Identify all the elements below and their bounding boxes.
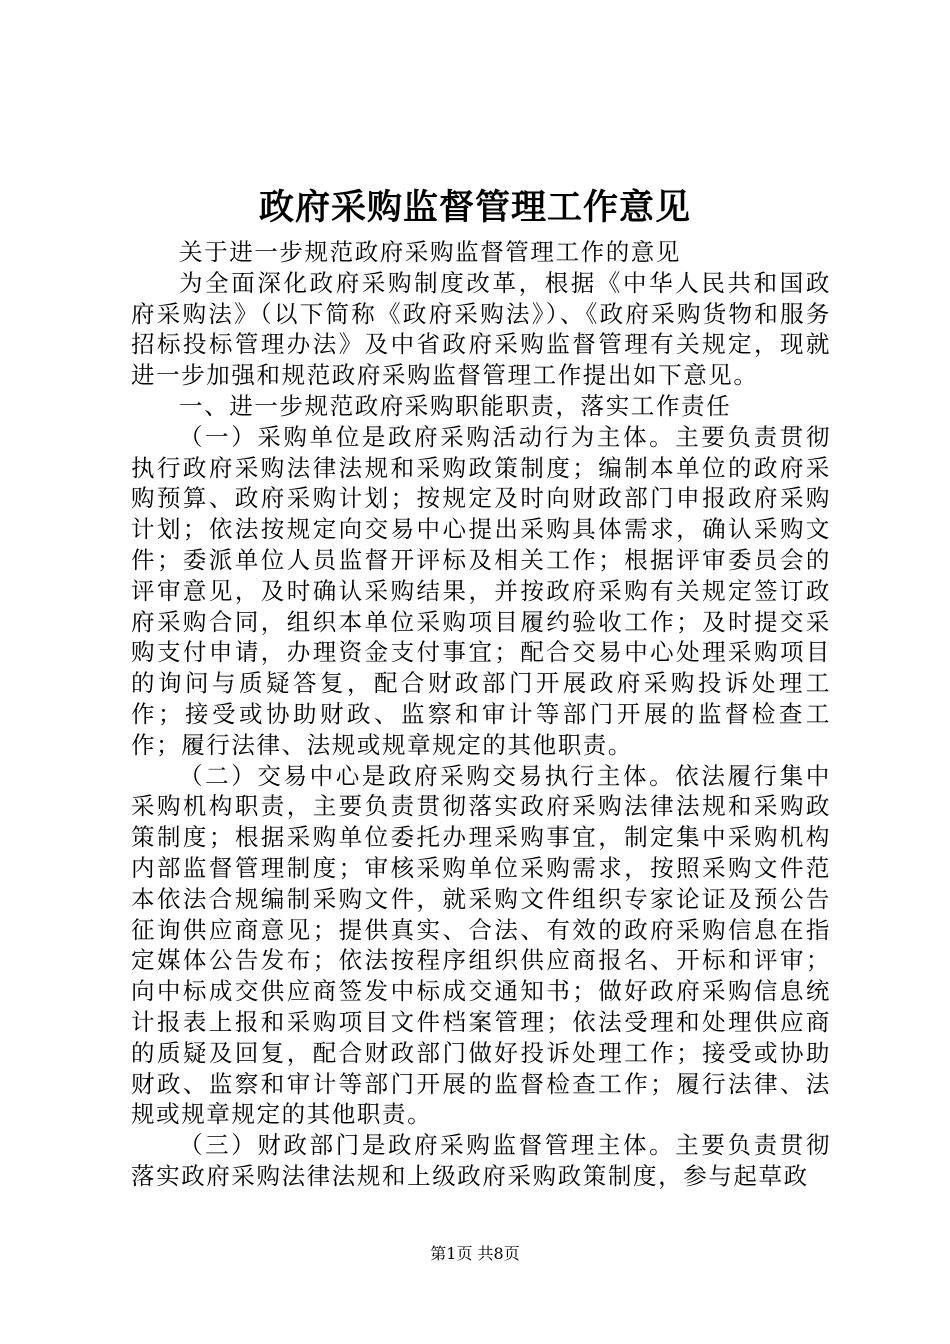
page-footer: 第1页 共8页 xyxy=(430,1244,520,1263)
paragraph-subtitle: 关于进一步规范政府采购监督管理工作的意见 xyxy=(179,238,681,266)
paragraph-item-1: （一）采购单位是政府采购活动行为主体。主要负责贯彻执行政府采购法律法规和采购政策制度；编制本单位的政府采购预算、政府采购计划；按规定及时向财政部门申报政府采购计划；依法按规定向交易中心提出采购具体需求，确认采购文件；委派单位人员监督开评标及相关工作；根据评审委员会的评审意见，及时确认采购结果，并按政府采购有关规定签订政府采购合同，组织本单位采购项目履约验收工作；及时提交采购支付申请，办理资金支付事宜；配合交易中心处理采购项目的询问与质疑答复，配合财政部门开展政府采购投诉处理工作；接受或协助财政、监察和审计等部门开展的监督检查工作；履行法律、法规或规章规定的其他职责。 xyxy=(131,422,831,759)
paragraph-preamble: 为全面深化政府采购制度改革，根据《中华人民共和国政府采购法》（以下简称《政府采购法》）、《政府采购货物和服务招标投标管理办法》及中省政府采购监督管理有关规定，现就进一步加强和规范政府采购监督管理工作提出如下意见。 xyxy=(131,268,831,390)
paragraph-item-2: （二）交易中心是政府采购交易执行主体。依法履行集中采购机构职责，主要负责贯彻落实政府采购法律法规和采购政策制度；根据采购单位委托办理采购事宜，制定集中采购机构内部监督管理制度；审核采购单位采购需求，按照采购文件范本依法合规编制采购文件，就采购文件组织专家论证及预公告征询供应商意见；提供真实、合法、有效的政府采购信息在指定媒体公告发布；依法按程序组织供应商报名、开标和评审；向中标成交供应商签发中标成交通知书；做好政府采购信息统计报表上报和采购项目文件档案管理；依法受理和处理供应商的质疑及回复，配合财政部门做好投诉处理工作；接受或协助财政、监察和审计等部门开展的监督检查工作；履行法律、法规或规章规定的其他职责。 xyxy=(131,761,831,1129)
paragraph-item-3: （三）财政部门是政府采购监督管理主体。主要负责贯彻落实政府采购法律法规和上级政府采购政策制度，参与起草政 xyxy=(131,1131,831,1190)
section-heading-1: 一、进一步规范政府采购职能职责，落实工作责任 xyxy=(179,391,732,420)
document-body xyxy=(131,237,831,1192)
document-title: 政府采购监督管理工作意见 xyxy=(258,187,691,228)
